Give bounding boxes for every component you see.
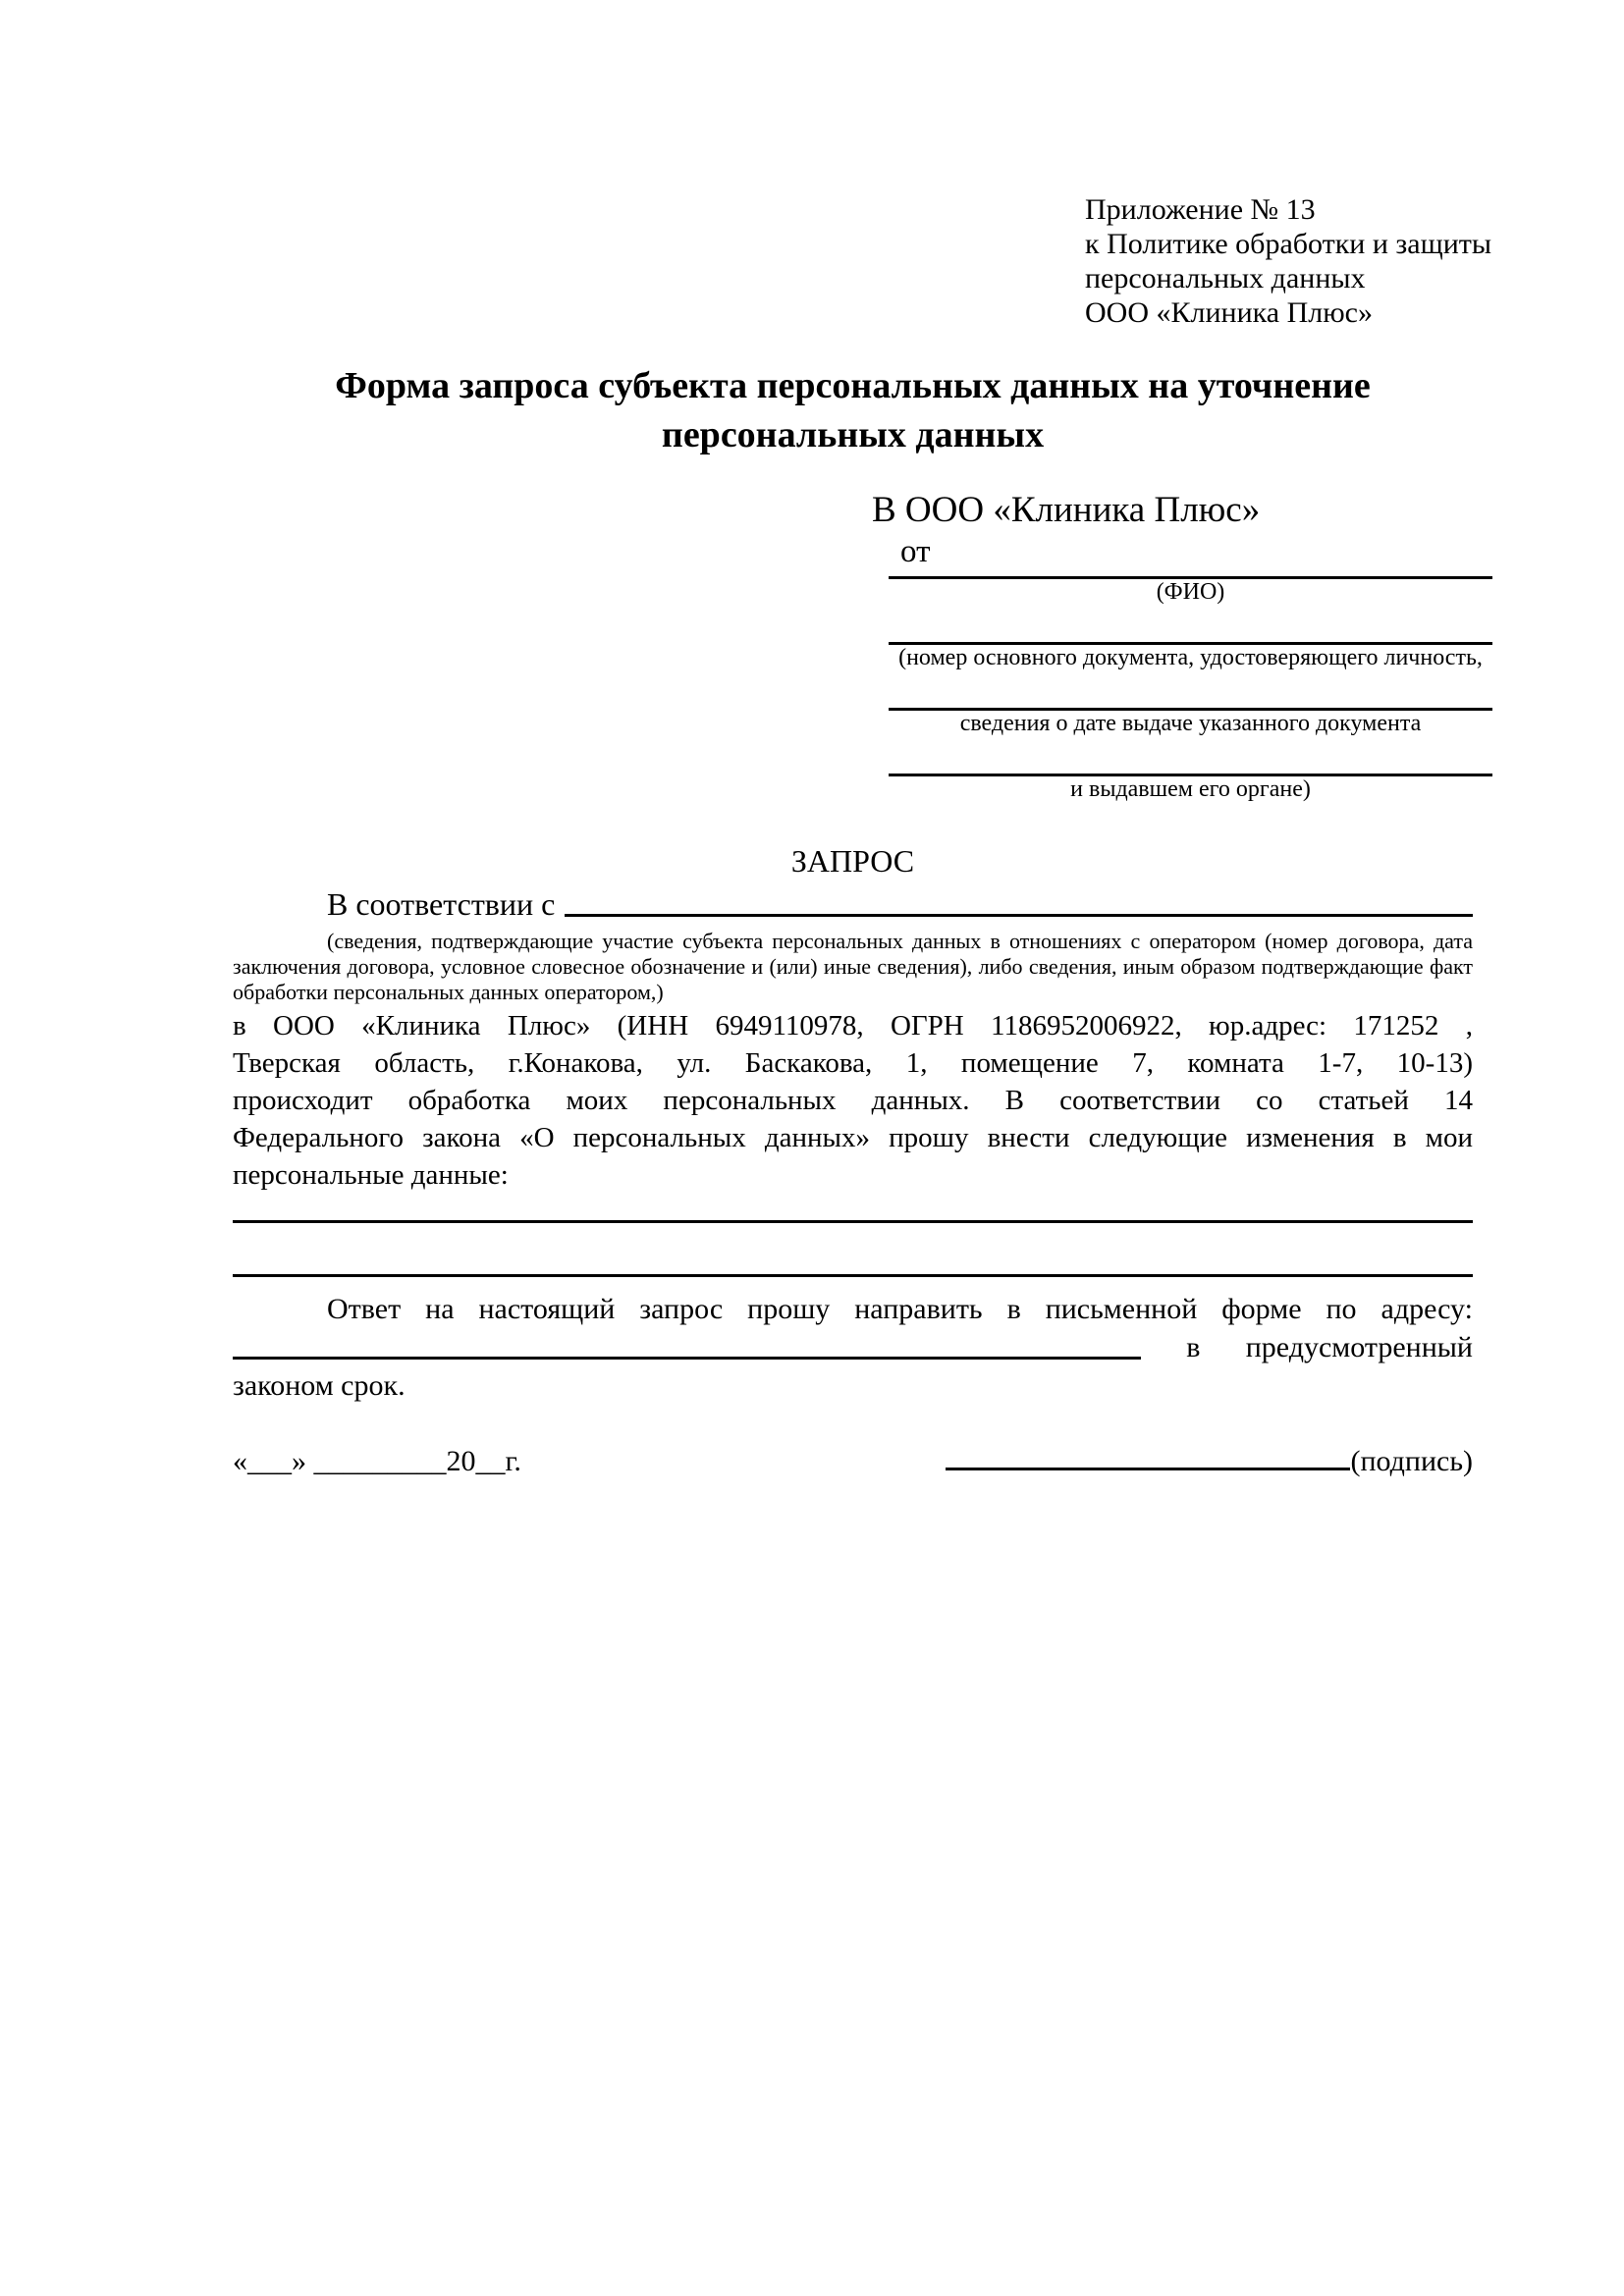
fio-caption: (ФИО) [1156, 579, 1225, 605]
accordance-blank-line [565, 914, 1473, 917]
reply-address-line [233, 1328, 1473, 1366]
footnote-line: заключения договора, условное словесное обозначение и (или) иные сведения), либо сведения, иным образом подтверждающие факт [233, 954, 1473, 979]
footnote-line: (сведения, подтверждающие участие субъекта персональных данных в отношениях с оператором (номер договора, дата [327, 929, 1473, 953]
appendix-block [1085, 192, 1517, 330]
appendix-line: ООО «Клиника Плюс» [1085, 296, 1373, 329]
footnote-line: обработки персональных данных оператором,) [233, 980, 664, 1004]
reply-word-b: предусмотренный [1245, 1331, 1473, 1363]
date-signature-row [233, 1442, 1473, 1481]
recipient-organization: В ООО «Клиника Плюс» [872, 490, 1261, 530]
id-document-field [872, 642, 1492, 671]
signature-blank-line [946, 1468, 1350, 1470]
issuing-authority-field [872, 774, 1492, 803]
appendix-line: Приложение № 13 [1085, 193, 1316, 226]
request-body-line: Федерального закона «О персональных данных» прошу внести следующие изменения в мои [233, 1122, 1473, 1153]
request-body-line: Тверская область, г.Конакова, ул. Баскакова, 1, помещение 7, комната 1-7, 10-13) [233, 1047, 1473, 1079]
document-title-line: персональных данных [661, 414, 1045, 455]
reply-block [233, 1290, 1473, 1405]
request-heading: ЗАПРОС [790, 843, 915, 879]
signature-group [946, 1442, 1473, 1481]
accordance-prefix: В соответствии с [327, 886, 556, 922]
changes-blank-line-1 [233, 1220, 1473, 1223]
reply-request-line: Ответ на настоящий запрос прошу направить в письменной форме по адресу: [327, 1293, 1473, 1325]
issue-date-caption: сведения о дате выдаче указанного документа [959, 711, 1422, 736]
accordance-line [233, 884, 1473, 924]
from-label: от [900, 534, 931, 569]
appendix-line: персональных данных [1085, 262, 1366, 294]
request-body-paragraph [233, 1007, 1473, 1194]
issue-date-field [872, 708, 1492, 737]
request-body-line: персональные данные: [233, 1159, 509, 1191]
reply-word-a: в [1186, 1331, 1201, 1363]
changes-blank-line-2 [233, 1274, 1473, 1277]
address-blank-line [233, 1357, 1141, 1360]
document-title [233, 361, 1473, 459]
document-title-line: Форма запроса субъекта персональных данных на уточнение [335, 365, 1371, 406]
issuing-authority-caption: и выдавшем его органе) [1070, 776, 1311, 802]
appendix-line: к Политике обработки и защиты [1085, 228, 1492, 260]
request-body-line: в ООО «Клиника Плюс» (ИНН 6949110978, ОГРН 1186952006922, юр.адрес: 171252 , [233, 1010, 1473, 1041]
reply-term-line: законом срок. [233, 1369, 406, 1402]
request-body-line: происходит обработка моих персональных данных. В соответствии со статьей 14 [233, 1085, 1473, 1116]
date-blank: «___» _________20__г. [233, 1445, 521, 1477]
footnote-block [233, 929, 1473, 1005]
signature-caption: (подпись) [1350, 1445, 1473, 1477]
fio-field [872, 576, 1492, 606]
recipient-block [872, 489, 1492, 803]
id-document-caption: (номер основного документа, удостоверяющего личность, [898, 645, 1483, 670]
recipient-fields [872, 576, 1492, 803]
